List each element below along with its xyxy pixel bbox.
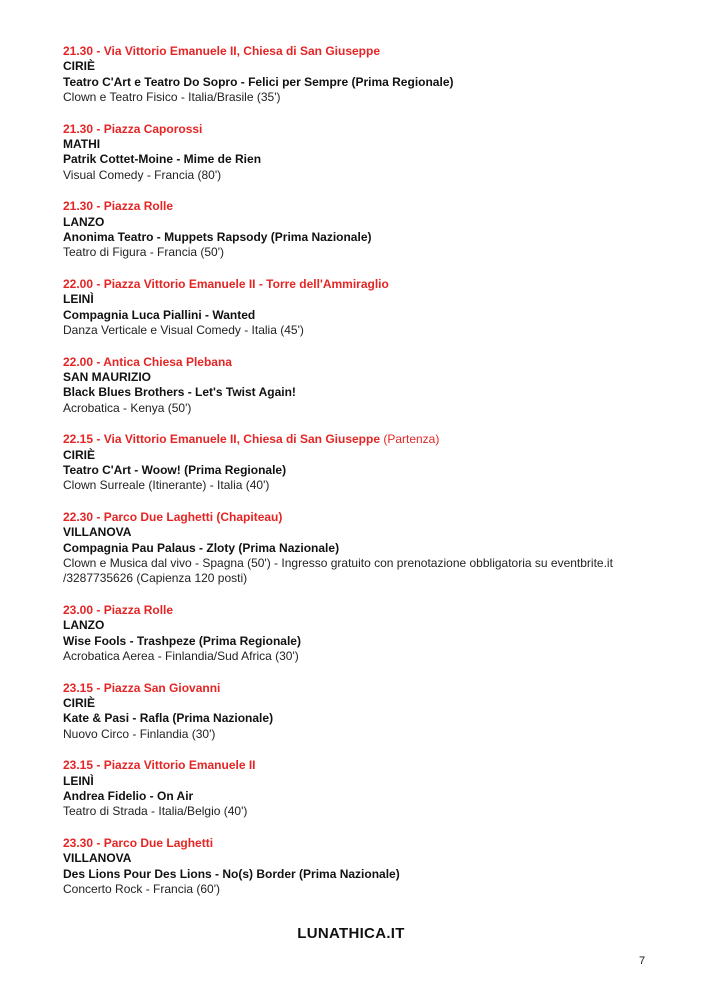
event-description: Acrobatica Aerea - Finlandia/Sud Africa (30') [63,649,299,663]
event-time-place-text: 22.00 - Piazza Vittorio Emanuele II - Torre dell'Ammiraglio [63,277,389,292]
event-description: Visual Comedy - Francia (80') [63,167,222,182]
event-show-title: Anonima Teatro - Muppets Rapsody (Prima Nazionale) [63,229,372,244]
event-time-place [63,277,663,292]
event-time-place-text: 21.30 - Piazza Rolle [63,199,174,214]
event-show-title: Andrea Fidelio - On Air [63,789,194,804]
event-time-place [63,681,663,696]
event-town: VILLANOVA [63,525,132,540]
event-entry [63,432,663,493]
footer-website: LUNATHICA.IT [297,925,405,942]
event-time-place [63,122,663,137]
event-entry [63,836,663,897]
event-description: Teatro di Strada - Italia/Belgio (40') [63,804,248,819]
event-entry [63,199,663,260]
event-time-place [63,355,663,370]
event-time-place [63,758,663,773]
event-description: Teatro di Figura - Francia (50') [63,245,225,260]
event-time-place [63,199,663,214]
event-entry [63,44,663,105]
event-town: VILLANOVA [63,851,132,866]
event-time-place-text: 22.00 - Antica Chiesa Plebana [63,354,232,369]
event-entry [63,355,663,416]
event-show-title: Kate & Pasi - Rafla (Prima Nazionale) [63,711,274,726]
event-town: CIRIÈ [63,696,96,711]
event-time-place-text: 21.30 - Piazza Caporossi [63,121,203,136]
event-description: Clown e Teatro Fisico - Italia/Brasile (35') [63,89,281,104]
event-description: Danza Verticale e Visual Comedy - Italia (45') [63,322,304,337]
event-time-place-text: 23.30 - Parco Due Laghetti [63,836,214,851]
event-town: LEINÌ [63,773,94,788]
event-show-title: Wise Fools - Trashpeze (Prima Regionale) [63,633,301,648]
event-description: Acrobatica - Kenya (50') [63,400,192,415]
event-show-title: Black Blues Brothers - Let's Twist Again! [63,385,296,400]
event-time-place-text: 22.15 - Via Vittorio Emanuele II, Chiesa di San Giuseppe [63,432,380,447]
event-entry [63,681,663,742]
event-town: SAN MAURIZIO [63,370,151,385]
event-town: CIRIÈ [63,447,96,462]
event-entry [63,510,663,586]
event-town: LANZO [63,214,105,229]
event-show-title: Teatro C'Art - Woow! (Prima Regionale) [63,463,287,478]
event-description: Clown e Musica dal vivo - Spagna (50') - Ingresso gratuito con prenotazione obbligatoria su eventbrite.it /3287735626 (Capienza 120 posti) [63,556,613,586]
page-number: 7 [639,955,646,967]
event-time-place [63,432,663,447]
event-time-place [63,510,663,525]
event-note: (Partenza) [380,432,440,447]
event-description: Concerto Rock - Francia (60') [63,882,221,897]
event-show-title: Des Lions Pour Des Lions - No(s) Border (Prima Nazionale) [63,866,400,881]
event-description: Nuovo Circo - Finlandia (30') [63,726,216,741]
event-show-title: Compagnia Luca Piallini - Wanted [63,307,256,322]
event-time-place-text: 23.15 - Piazza Vittorio Emanuele II [63,758,256,773]
event-time-place-text: 23.00 - Piazza Rolle [63,603,174,618]
event-show-title: Teatro C'Art e Teatro Do Sopro - Felici per Sempre (Prima Regionale) [63,74,454,89]
event-show-title: Patrik Cottet-Moine - Mime de Rien [63,152,262,167]
event-entry [63,277,663,338]
event-entry [63,122,663,183]
event-schedule-list [63,44,663,914]
event-description: Clown Surreale (Itinerante) - Italia (40') [63,478,270,493]
event-time-place [63,603,663,618]
event-time-place [63,836,663,851]
event-entry [63,758,663,819]
event-time-place-text: 22.30 - Parco Due Laghetti (Chapiteau) [63,510,283,525]
event-time-place-text: 21.30 - Via Vittorio Emanuele II, Chiesa di San Giuseppe [63,44,380,58]
event-town: MATHI [63,136,101,151]
event-entry [63,603,663,664]
event-town: LEINÌ [63,292,94,307]
event-time-place-text: 23.15 - Piazza San Giovanni [63,680,221,695]
event-town: CIRIÈ [63,59,96,74]
event-show-title: Compagnia Pau Palaus - Zloty (Prima Nazionale) [63,540,340,555]
event-time-place [63,44,663,59]
event-town: LANZO [63,618,105,633]
